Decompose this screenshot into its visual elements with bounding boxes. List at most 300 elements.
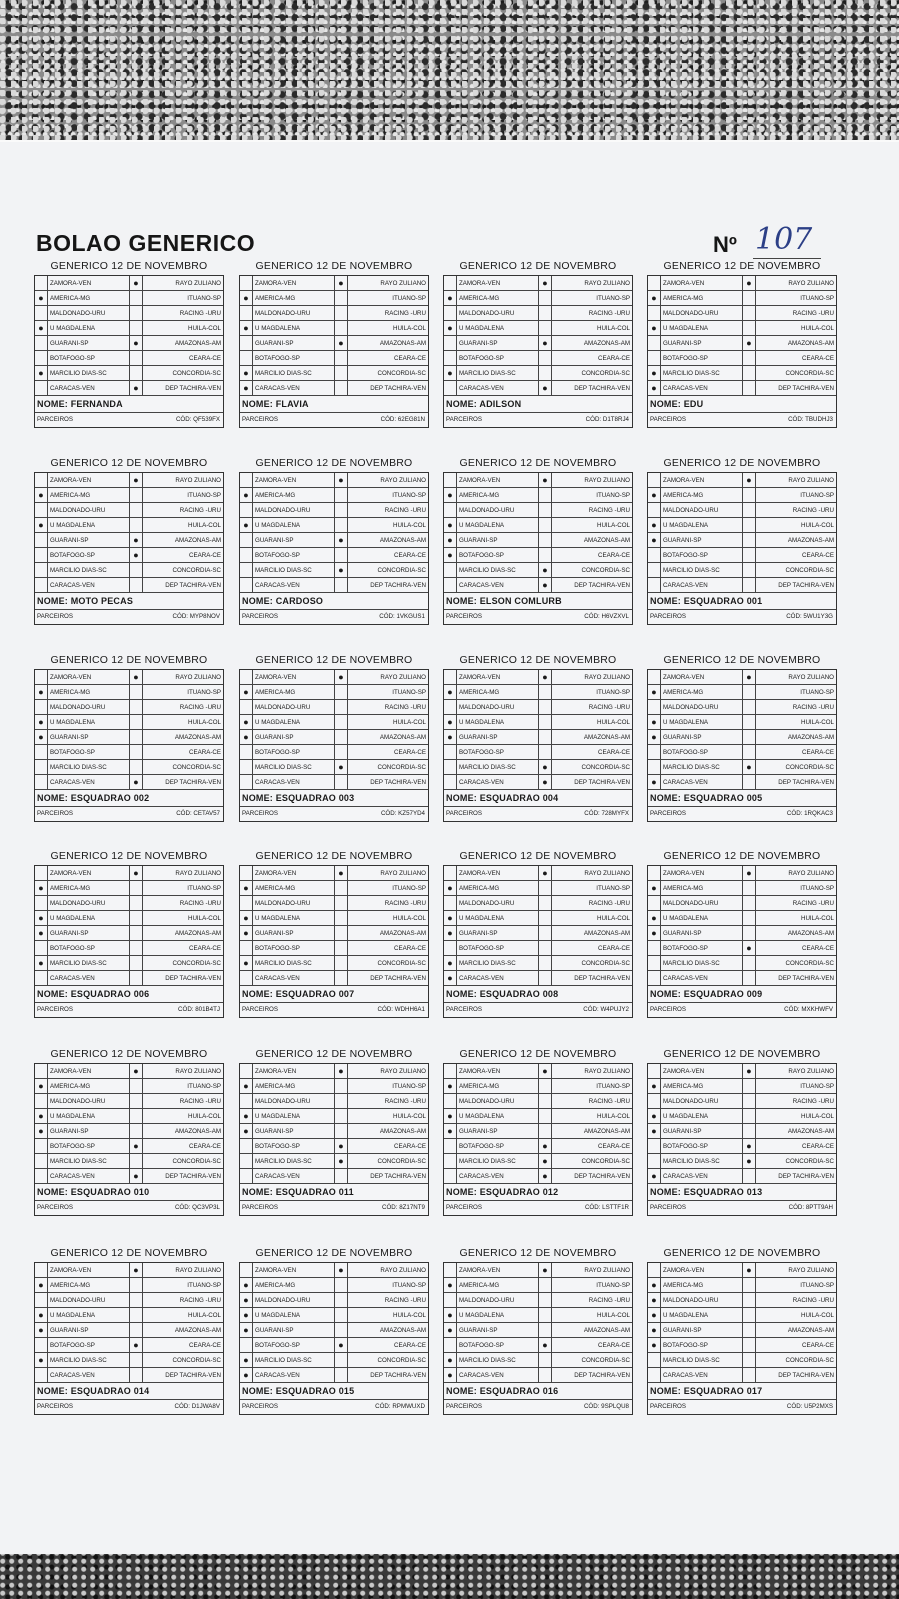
home-pick-cell: ● bbox=[444, 291, 457, 306]
partners-label: PARCEIROS bbox=[446, 416, 482, 423]
code-wrap bbox=[178, 1003, 220, 1017]
away-team: CONCORDIA-SC bbox=[143, 366, 223, 381]
away-team: DEP TACHIRA-VEN bbox=[552, 578, 632, 593]
away-team: CEARA-CE bbox=[348, 548, 428, 563]
partners-label: PARCEIROS bbox=[37, 1403, 73, 1410]
draw-pick-cell bbox=[130, 488, 143, 503]
home-pick-cell bbox=[444, 306, 457, 321]
home-pick-cell: ● bbox=[35, 1079, 48, 1094]
home-team: ZAMORA-VEN bbox=[48, 473, 130, 488]
home-team: CARACAS-VEN bbox=[48, 381, 130, 396]
home-pick-cell bbox=[648, 336, 661, 351]
player-name: NOME: ESQUADRAO 006 bbox=[35, 986, 223, 1003]
home-team: ZAMORA-VEN bbox=[457, 1263, 539, 1278]
betting-card bbox=[443, 849, 633, 1018]
draw-pick-cell bbox=[743, 578, 756, 593]
home-pick-cell bbox=[240, 306, 253, 321]
home-pick-cell bbox=[444, 1154, 457, 1169]
code-wrap bbox=[584, 610, 629, 624]
home-team: MARCILIO DIAS-SC bbox=[253, 563, 335, 578]
away-team: HUILA-COL bbox=[143, 1109, 223, 1124]
draw-pick-cell: ● bbox=[743, 1263, 756, 1278]
away-team: RAYO ZULIANO bbox=[143, 276, 223, 291]
home-team: MALDONADO-URU bbox=[661, 700, 743, 715]
home-team: ZAMORA-VEN bbox=[457, 276, 539, 291]
draw-pick-cell: ● bbox=[335, 276, 348, 291]
code-wrap bbox=[174, 1400, 220, 1414]
home-pick-cell: ● bbox=[648, 1308, 661, 1323]
away-team: ITUANO-SP bbox=[552, 1079, 632, 1094]
home-pick-cell bbox=[240, 473, 253, 488]
home-team: CARACAS-VEN bbox=[253, 1169, 335, 1184]
home-team: MARCILIO DIAS-SC bbox=[661, 956, 743, 971]
player-name: NOME: ESQUADRAO 017 bbox=[648, 1383, 836, 1400]
partners-label: PARCEIROS bbox=[242, 1204, 278, 1211]
away-team: DEP TACHIRA-VEN bbox=[348, 775, 428, 790]
home-pick-cell: ● bbox=[648, 1079, 661, 1094]
away-team: RAYO ZULIANO bbox=[756, 473, 836, 488]
code-label: CÓD: bbox=[175, 416, 192, 423]
home-pick-cell bbox=[444, 760, 457, 775]
card-code: D1T8RJ4 bbox=[602, 416, 629, 423]
card-title: GENERICO 12 DE NOVEMBRO bbox=[255, 1048, 413, 1060]
home-team: GUARANI-SP bbox=[457, 926, 539, 941]
home-team: U MAGDALENA bbox=[457, 1109, 539, 1124]
betting-card bbox=[34, 653, 224, 822]
card-title: GENERICO 12 DE NOVEMBRO bbox=[459, 654, 617, 666]
away-team: ITUANO-SP bbox=[143, 881, 223, 896]
partners-label: PARCEIROS bbox=[446, 1403, 482, 1410]
away-team: CONCORDIA-SC bbox=[143, 760, 223, 775]
away-team: RACING -URU bbox=[143, 503, 223, 518]
home-pick-cell bbox=[648, 351, 661, 366]
draw-pick-cell bbox=[130, 1353, 143, 1368]
home-pick-cell bbox=[648, 760, 661, 775]
code-wrap bbox=[583, 1003, 629, 1017]
home-pick-cell: ● bbox=[35, 730, 48, 745]
home-team: CARACAS-VEN bbox=[48, 1368, 130, 1383]
draw-pick-cell bbox=[539, 321, 552, 336]
away-team: RAYO ZULIANO bbox=[756, 276, 836, 291]
home-pick-cell: ● bbox=[240, 488, 253, 503]
away-team: AMAZONAS-AM bbox=[552, 1323, 632, 1338]
draw-pick-cell bbox=[539, 1323, 552, 1338]
draw-pick-cell bbox=[539, 730, 552, 745]
partners-label: PARCEIROS bbox=[242, 810, 278, 817]
away-team: CEARA-CE bbox=[756, 745, 836, 760]
draw-pick-cell: ● bbox=[335, 1263, 348, 1278]
card-code: 801B4TJ bbox=[195, 1006, 220, 1013]
sheet-title: BOLAO GENERICO bbox=[36, 230, 256, 256]
draw-pick-cell bbox=[335, 548, 348, 563]
draw-pick-cell bbox=[335, 685, 348, 700]
draw-pick-cell bbox=[743, 381, 756, 396]
home-team: MARCILIO DIAS-SC bbox=[661, 1154, 743, 1169]
home-pick-cell: ● bbox=[648, 1323, 661, 1338]
home-pick-cell bbox=[240, 775, 253, 790]
card-code: CETAV57 bbox=[193, 810, 220, 817]
away-team: DEP TACHIRA-VEN bbox=[348, 578, 428, 593]
card-code: U5P2MXS bbox=[804, 1403, 833, 1410]
draw-pick-cell bbox=[335, 715, 348, 730]
draw-pick-cell bbox=[130, 956, 143, 971]
home-pick-cell bbox=[648, 473, 661, 488]
home-pick-cell bbox=[240, 1169, 253, 1184]
home-pick-cell: ● bbox=[35, 685, 48, 700]
away-team: CONCORDIA-SC bbox=[756, 366, 836, 381]
away-team: DEP TACHIRA-VEN bbox=[552, 775, 632, 790]
home-team: GUARANI-SP bbox=[457, 1124, 539, 1139]
card-title: GENERICO 12 DE NOVEMBRO bbox=[50, 1048, 208, 1060]
partners-label: PARCEIROS bbox=[242, 1006, 278, 1013]
code-label: CÓD: bbox=[784, 1006, 800, 1013]
away-team: ITUANO-SP bbox=[348, 881, 428, 896]
home-pick-cell: ● bbox=[444, 926, 457, 941]
home-team: CARACAS-VEN bbox=[253, 1368, 335, 1383]
draw-pick-cell bbox=[335, 518, 348, 533]
card-code: WDHH6A1 bbox=[394, 1006, 425, 1013]
away-team: RAYO ZULIANO bbox=[143, 473, 223, 488]
draw-pick-cell: ● bbox=[335, 1154, 348, 1169]
draw-pick-cell bbox=[539, 685, 552, 700]
granite-background bbox=[0, 0, 899, 150]
home-team: MALDONADO-URU bbox=[48, 1293, 130, 1308]
home-team: CARACAS-VEN bbox=[253, 775, 335, 790]
home-team: GUARANI-SP bbox=[457, 730, 539, 745]
home-pick-cell: ● bbox=[240, 730, 253, 745]
draw-pick-cell: ● bbox=[335, 533, 348, 548]
home-pick-cell: ● bbox=[240, 1368, 253, 1383]
home-pick-cell bbox=[240, 548, 253, 563]
home-pick-cell: ● bbox=[35, 1308, 48, 1323]
match-grid bbox=[648, 670, 836, 790]
away-team: HUILA-COL bbox=[348, 911, 428, 926]
home-team: ZAMORA-VEN bbox=[661, 866, 743, 881]
home-pick-cell: ● bbox=[444, 548, 457, 563]
player-name: NOME: FLAVIA bbox=[240, 396, 428, 413]
away-team: ITUANO-SP bbox=[756, 291, 836, 306]
away-team: CONCORDIA-SC bbox=[552, 1154, 632, 1169]
home-team: ZAMORA-VEN bbox=[661, 276, 743, 291]
away-team: AMAZONAS-AM bbox=[143, 730, 223, 745]
draw-pick-cell bbox=[335, 578, 348, 593]
home-team: MALDONADO-URU bbox=[661, 1293, 743, 1308]
home-team: MALDONADO-URU bbox=[457, 306, 539, 321]
card-code: QC3VP3L bbox=[192, 1204, 220, 1211]
home-pick-cell bbox=[648, 276, 661, 291]
draw-pick-cell bbox=[539, 518, 552, 533]
home-pick-cell bbox=[444, 473, 457, 488]
draw-pick-cell bbox=[743, 730, 756, 745]
home-pick-cell bbox=[240, 866, 253, 881]
away-team: HUILA-COL bbox=[756, 911, 836, 926]
home-team: MARCILIO DIAS-SC bbox=[457, 1353, 539, 1368]
partners-label: PARCEIROS bbox=[242, 416, 278, 423]
home-pick-cell bbox=[444, 1338, 457, 1353]
card-footer bbox=[648, 610, 836, 624]
card-footer bbox=[648, 413, 836, 427]
draw-pick-cell: ● bbox=[335, 866, 348, 881]
home-pick-cell: ● bbox=[444, 533, 457, 548]
home-team: CARACAS-VEN bbox=[253, 381, 335, 396]
home-pick-cell bbox=[240, 1094, 253, 1109]
code-label: CÓD: bbox=[174, 1204, 191, 1211]
draw-pick-cell: ● bbox=[539, 381, 552, 396]
player-name: NOME: CARDOSO bbox=[240, 593, 428, 610]
home-pick-cell: ● bbox=[648, 291, 661, 306]
home-pick-cell bbox=[648, 1139, 661, 1154]
home-pick-cell: ● bbox=[35, 291, 48, 306]
draw-pick-cell bbox=[743, 366, 756, 381]
home-pick-cell: ● bbox=[648, 1124, 661, 1139]
away-team: DEP TACHIRA-VEN bbox=[348, 971, 428, 986]
away-team: HUILA-COL bbox=[756, 715, 836, 730]
away-team: AMAZONAS-AM bbox=[552, 533, 632, 548]
home-pick-cell bbox=[35, 866, 48, 881]
code-label: CÓD: bbox=[584, 1204, 601, 1211]
away-team: HUILA-COL bbox=[552, 715, 632, 730]
card-footer bbox=[35, 1003, 223, 1017]
away-team: RAYO ZULIANO bbox=[143, 1263, 223, 1278]
code-label: CÓD: bbox=[375, 1403, 391, 1410]
home-team: GUARANI-SP bbox=[457, 533, 539, 548]
match-grid bbox=[444, 866, 632, 986]
away-team: AMAZONAS-AM bbox=[756, 926, 836, 941]
home-team: AMERICA-MG bbox=[48, 685, 130, 700]
draw-pick-cell bbox=[335, 896, 348, 911]
home-pick-cell bbox=[35, 336, 48, 351]
partners-label: PARCEIROS bbox=[650, 1204, 686, 1211]
home-pick-cell: ● bbox=[35, 911, 48, 926]
home-team: BOTAFOGO-SP bbox=[661, 1338, 743, 1353]
home-pick-cell bbox=[35, 760, 48, 775]
draw-pick-cell bbox=[743, 1109, 756, 1124]
player-name: NOME: ESQUADRAO 003 bbox=[240, 790, 428, 807]
partners-label: PARCEIROS bbox=[242, 1403, 278, 1410]
card-code: 9SPLQU8 bbox=[601, 1403, 629, 1410]
home-team: BOTAFOGO-SP bbox=[253, 745, 335, 760]
home-pick-cell bbox=[648, 1263, 661, 1278]
home-team: MARCILIO DIAS-SC bbox=[457, 563, 539, 578]
away-team: RAYO ZULIANO bbox=[143, 866, 223, 881]
home-team: ZAMORA-VEN bbox=[253, 473, 335, 488]
away-team: ITUANO-SP bbox=[756, 488, 836, 503]
home-team: U MAGDALENA bbox=[661, 911, 743, 926]
home-team: U MAGDALENA bbox=[253, 518, 335, 533]
home-team: BOTAFOGO-SP bbox=[48, 351, 130, 366]
home-team: CARACAS-VEN bbox=[457, 1169, 539, 1184]
card-code: 8PTT9AH bbox=[805, 1204, 833, 1211]
card-code: 62EG81N bbox=[397, 416, 425, 423]
floor-background bbox=[0, 1550, 899, 1599]
home-team: BOTAFOGO-SP bbox=[661, 351, 743, 366]
draw-pick-cell bbox=[130, 926, 143, 941]
home-team: U MAGDALENA bbox=[457, 911, 539, 926]
home-pick-cell bbox=[444, 381, 457, 396]
home-team: ZAMORA-VEN bbox=[48, 276, 130, 291]
away-team: CEARA-CE bbox=[143, 745, 223, 760]
home-team: MALDONADO-URU bbox=[661, 1094, 743, 1109]
home-pick-cell bbox=[444, 563, 457, 578]
match-grid bbox=[35, 473, 223, 593]
home-pick-cell bbox=[648, 578, 661, 593]
home-pick-cell: ● bbox=[648, 1169, 661, 1184]
home-team: MARCILIO DIAS-SC bbox=[457, 956, 539, 971]
home-team: AMERICA-MG bbox=[457, 1079, 539, 1094]
home-team: BOTAFOGO-SP bbox=[48, 745, 130, 760]
away-team: RACING -URU bbox=[143, 700, 223, 715]
draw-pick-cell: ● bbox=[130, 276, 143, 291]
code-label: CÓD: bbox=[380, 810, 397, 817]
away-team: AMAZONAS-AM bbox=[348, 926, 428, 941]
home-pick-cell: ● bbox=[240, 518, 253, 533]
away-team: DEP TACHIRA-VEN bbox=[143, 381, 223, 396]
partners-label: PARCEIROS bbox=[446, 1204, 482, 1211]
away-team: RAYO ZULIANO bbox=[552, 670, 632, 685]
home-pick-cell bbox=[35, 670, 48, 685]
home-pick-cell: ● bbox=[444, 518, 457, 533]
away-team: CONCORDIA-SC bbox=[348, 1353, 428, 1368]
draw-pick-cell bbox=[743, 1308, 756, 1323]
away-team: CEARA-CE bbox=[552, 1338, 632, 1353]
away-team: DEP TACHIRA-VEN bbox=[143, 1368, 223, 1383]
match-grid bbox=[240, 866, 428, 986]
home-pick-cell bbox=[648, 1353, 661, 1368]
partners-label: PARCEIROS bbox=[242, 613, 278, 620]
draw-pick-cell bbox=[130, 1278, 143, 1293]
draw-pick-cell bbox=[130, 760, 143, 775]
card-footer bbox=[648, 1400, 836, 1414]
away-team: ITUANO-SP bbox=[143, 1278, 223, 1293]
home-pick-cell: ● bbox=[240, 321, 253, 336]
home-pick-cell bbox=[648, 503, 661, 518]
home-pick-cell: ● bbox=[444, 881, 457, 896]
draw-pick-cell bbox=[539, 715, 552, 730]
home-pick-cell bbox=[444, 1094, 457, 1109]
home-team: MALDONADO-URU bbox=[48, 896, 130, 911]
match-grid bbox=[648, 473, 836, 593]
player-name: NOME: ESQUADRAO 007 bbox=[240, 986, 428, 1003]
away-team: CEARA-CE bbox=[348, 941, 428, 956]
home-pick-cell: ● bbox=[240, 1308, 253, 1323]
away-team: AMAZONAS-AM bbox=[552, 730, 632, 745]
draw-pick-cell bbox=[743, 1368, 756, 1383]
card-code: W4PUJY2 bbox=[600, 1006, 629, 1013]
draw-pick-cell bbox=[743, 1169, 756, 1184]
match-grid bbox=[240, 1064, 428, 1184]
draw-pick-cell bbox=[335, 291, 348, 306]
home-pick-cell: ● bbox=[35, 1278, 48, 1293]
away-team: DEP TACHIRA-VEN bbox=[552, 381, 632, 396]
away-team: AMAZONAS-AM bbox=[552, 926, 632, 941]
away-team: RACING -URU bbox=[143, 1094, 223, 1109]
home-pick-cell bbox=[240, 670, 253, 685]
draw-pick-cell: ● bbox=[130, 775, 143, 790]
away-team: RACING -URU bbox=[756, 896, 836, 911]
away-team: RAYO ZULIANO bbox=[756, 1064, 836, 1079]
away-team: RAYO ZULIANO bbox=[552, 1263, 632, 1278]
home-pick-cell bbox=[35, 578, 48, 593]
home-team: AMERICA-MG bbox=[661, 881, 743, 896]
code-label: CÓD: bbox=[176, 810, 192, 817]
home-pick-cell: ● bbox=[444, 911, 457, 926]
away-team: HUILA-COL bbox=[756, 518, 836, 533]
home-pick-cell: ● bbox=[648, 715, 661, 730]
card-title: GENERICO 12 DE NOVEMBRO bbox=[255, 850, 413, 862]
home-pick-cell: ● bbox=[648, 1338, 661, 1353]
away-team: RACING -URU bbox=[552, 306, 632, 321]
match-grid bbox=[444, 473, 632, 593]
away-team: RACING -URU bbox=[143, 1293, 223, 1308]
code-label: CÓD: bbox=[174, 1403, 190, 1410]
home-pick-cell: ● bbox=[240, 1278, 253, 1293]
home-team: U MAGDALENA bbox=[253, 911, 335, 926]
draw-pick-cell: ● bbox=[130, 548, 143, 563]
home-pick-cell: ● bbox=[444, 730, 457, 745]
home-team: GUARANI-SP bbox=[661, 336, 743, 351]
home-pick-cell: ● bbox=[444, 1124, 457, 1139]
betting-card bbox=[239, 849, 429, 1018]
draw-pick-cell bbox=[539, 1124, 552, 1139]
home-team: MARCILIO DIAS-SC bbox=[661, 563, 743, 578]
away-team: CEARA-CE bbox=[143, 548, 223, 563]
draw-pick-cell bbox=[539, 351, 552, 366]
code-wrap bbox=[375, 1400, 425, 1414]
home-pick-cell bbox=[35, 306, 48, 321]
card-table bbox=[443, 1262, 633, 1415]
away-team: ITUANO-SP bbox=[348, 291, 428, 306]
away-team: ITUANO-SP bbox=[756, 685, 836, 700]
home-team: GUARANI-SP bbox=[48, 1124, 130, 1139]
card-code: MYP8NOV bbox=[189, 613, 220, 620]
draw-pick-cell bbox=[130, 291, 143, 306]
draw-pick-cell bbox=[539, 1353, 552, 1368]
home-team: U MAGDALENA bbox=[253, 715, 335, 730]
home-team: CARACAS-VEN bbox=[661, 381, 743, 396]
away-team: AMAZONAS-AM bbox=[143, 336, 223, 351]
player-name: NOME: ESQUADRAO 004 bbox=[444, 790, 632, 807]
home-pick-cell bbox=[35, 1169, 48, 1184]
draw-pick-cell: ● bbox=[743, 670, 756, 685]
home-team: U MAGDALENA bbox=[48, 1109, 130, 1124]
home-pick-cell: ● bbox=[240, 881, 253, 896]
home-team: MALDONADO-URU bbox=[457, 896, 539, 911]
draw-pick-cell: ● bbox=[743, 866, 756, 881]
home-team: BOTAFOGO-SP bbox=[661, 745, 743, 760]
draw-pick-cell: ● bbox=[743, 1064, 756, 1079]
away-team: CONCORDIA-SC bbox=[552, 366, 632, 381]
away-team: HUILA-COL bbox=[552, 321, 632, 336]
draw-pick-cell bbox=[743, 321, 756, 336]
draw-pick-cell: ● bbox=[539, 1263, 552, 1278]
home-team: GUARANI-SP bbox=[48, 336, 130, 351]
card-table bbox=[239, 1063, 429, 1216]
draw-pick-cell bbox=[130, 941, 143, 956]
home-pick-cell bbox=[444, 1169, 457, 1184]
code-wrap bbox=[786, 610, 833, 624]
draw-pick-cell bbox=[539, 488, 552, 503]
draw-pick-cell bbox=[743, 548, 756, 563]
card-footer bbox=[240, 1003, 428, 1017]
away-team: DEP TACHIRA-VEN bbox=[756, 775, 836, 790]
draw-pick-cell: ● bbox=[539, 578, 552, 593]
home-team: CARACAS-VEN bbox=[48, 578, 130, 593]
draw-pick-cell bbox=[335, 700, 348, 715]
code-wrap bbox=[176, 413, 220, 427]
draw-pick-cell bbox=[743, 926, 756, 941]
betting-card bbox=[34, 456, 224, 625]
card-table bbox=[443, 669, 633, 822]
